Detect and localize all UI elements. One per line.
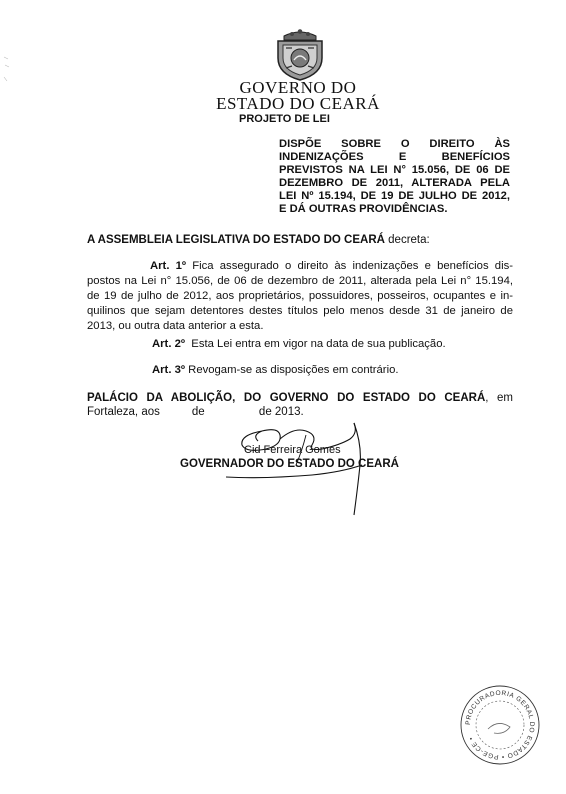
article-1-line: quilinos que sejam detentores destes títulos pelo menos desde 31 de janeiro de (87, 305, 513, 317)
ementa-line: INDENIZAÇÕES E BENEFÍCIOS (279, 151, 510, 163)
article-1-line: Fica assegurado o direito às indenizações e benefícios dis- (192, 260, 513, 272)
article-3-text: Revogam-se as disposições em contrário. (188, 364, 399, 376)
official-stamp (458, 683, 542, 767)
stamp-text: PROCURADORIA GERAL DO ESTADO • PGE-CE • (464, 689, 536, 761)
enacting-clause (87, 234, 430, 246)
ementa-line: PREVISTOS NA LEI N° 15.056, DE 06 DE (279, 164, 510, 176)
closing-suffix: , em (485, 392, 513, 404)
ementa-line: DISPÕE SOBRE O DIREITO ÀS (279, 138, 510, 150)
signer-name: Cid Ferreira Gomes (244, 444, 341, 456)
government-line-2: ESTADO DO CEARÁ (216, 94, 380, 113)
article-1 (87, 259, 513, 334)
article-1-line: de 19 de julho de 2012, aos proprietários, possuidores, posseiros, ocupantes e in- (87, 290, 513, 302)
article-1-line: postos na Lei n° 15.056, de 06 de dezembro de 2011, alterada pela Lei n° 15.194, (87, 275, 513, 287)
article-3-label: Art. 3º (152, 364, 186, 376)
article-1-label: Art. 1º (150, 260, 187, 272)
ementa (279, 138, 510, 216)
government-title (180, 80, 416, 112)
date-line: Fortaleza, aos de de 2013. (87, 406, 304, 418)
assembly-name: A ASSEMBLEIA LEGISLATIVA DO ESTADO DO CEARÁ (87, 234, 385, 246)
government-line-1: GOVERNO DO (239, 78, 357, 97)
article-1-line: 2013, ou outra data anterior a esta. (87, 320, 264, 332)
ementa-line: DEZEMBRO DE 2011, ALTERADA PELA (279, 177, 510, 189)
scan-marks (2, 55, 12, 85)
article-3 (152, 364, 399, 376)
signer-role: GOVERNADOR DO ESTADO DO CEARÁ (180, 458, 399, 470)
document-type: PROJETO DE LEI (239, 113, 330, 125)
article-2-label: Art. 2º (152, 338, 186, 350)
article-2 (152, 338, 446, 350)
svg-text:PROCURADORIA GERAL DO ESTADO • (465, 690, 535, 760)
article-2-text: Esta Lei entra em vigor na data de sua publicação. (191, 338, 446, 350)
ceara-coat-of-arms-icon (274, 28, 326, 82)
enacting-verb: decreta: (388, 234, 430, 246)
palace-name: PALÁCIO DA ABOLIÇÃO, DO GOVERNO DO ESTADO DO CEARÁ (87, 392, 486, 404)
ementa-line: E DÁ OUTRAS PROVIDÊNCIAS. (279, 203, 448, 215)
ementa-line: LEI Nº 15.194, DE 19 DE JULHO DE 2012, (279, 190, 510, 202)
